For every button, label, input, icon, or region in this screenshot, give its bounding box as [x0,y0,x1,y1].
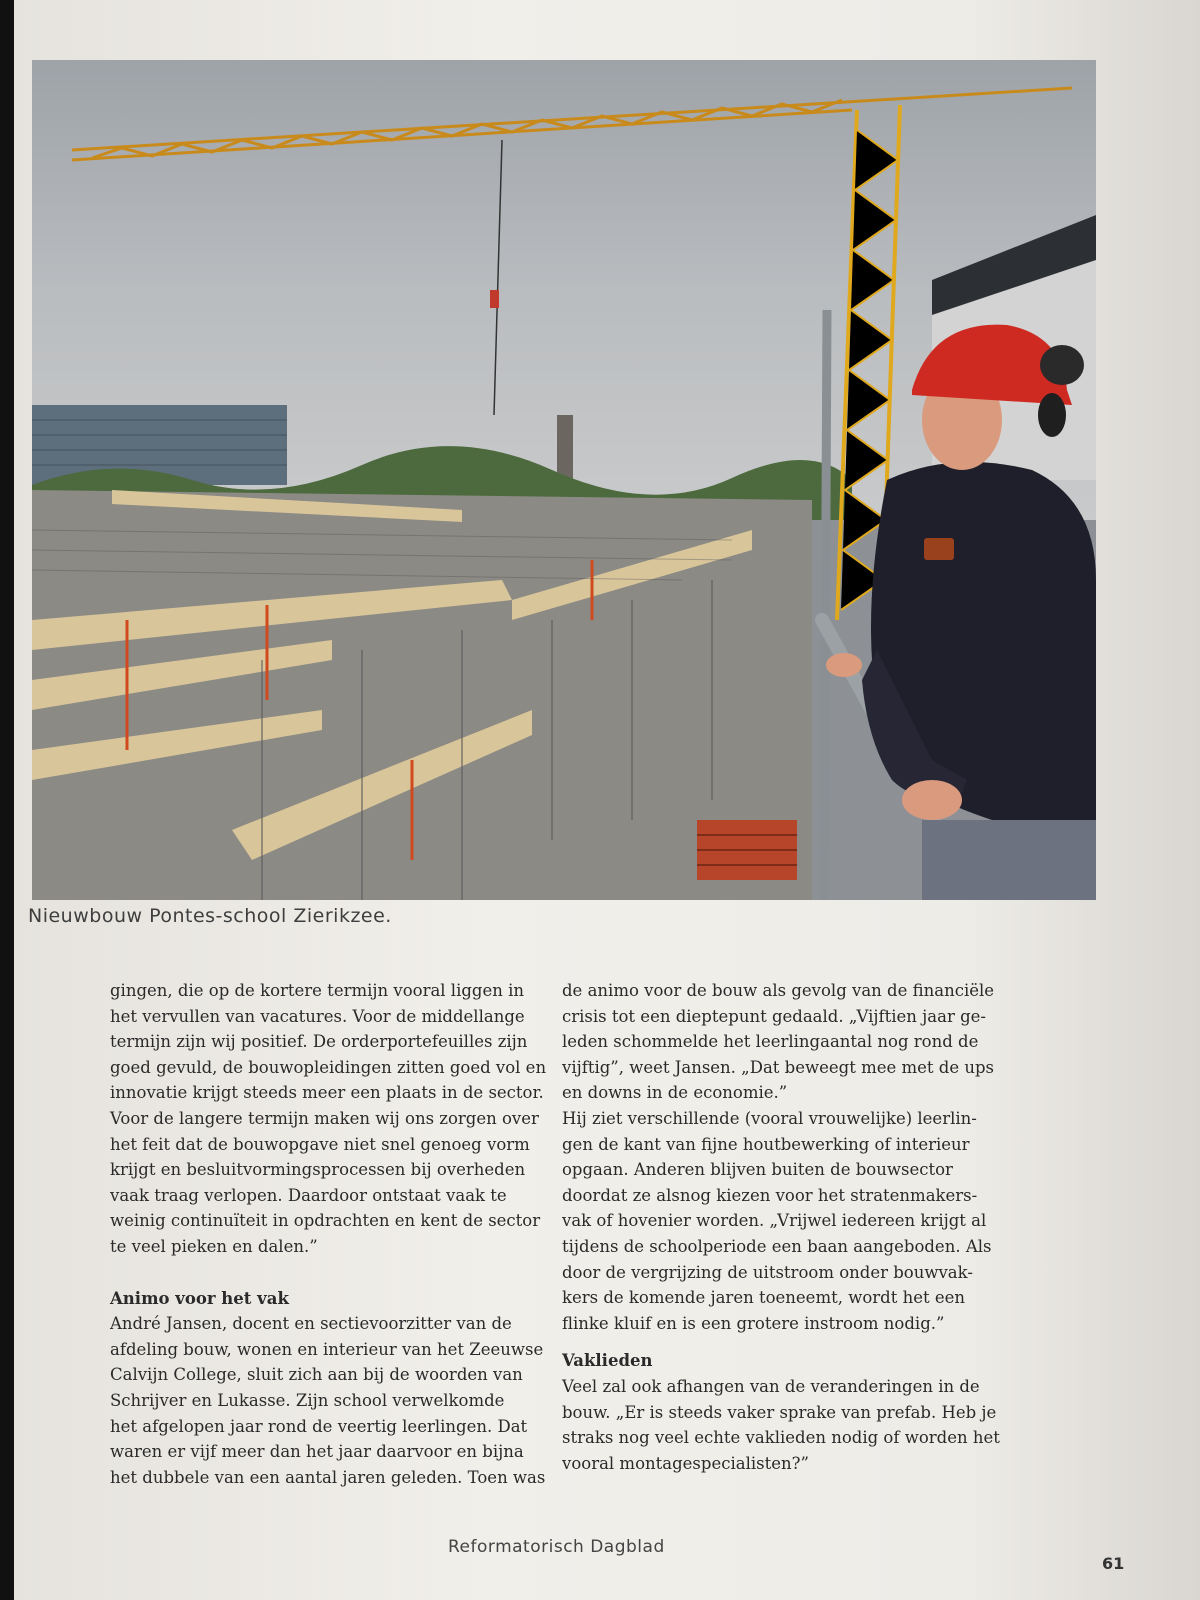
publication-name: Reformatorisch Dagblad [448,1537,665,1557]
paragraph: André Jansen, docent en sectievoorzitter van de afdeling bouw, wonen en interieur van het Zeeuwse Calvijn College, sluit zich aan bij de woorden van Schrijver en Lukasse. Zijn school verwelkomde het afgelopen jaar rond de veertig leerlingen. Dat waren er vijf meer dan het jaar daarvoor en bijna het dubbele van een aantal jaren geleden. Toen was [110,1314,546,1487]
paragraph: Hij ziet verschillende (vooral vrouwelijke) leerlin- gen de kant van fijne houtbewerking of interieur opgaan. Anderen blijven buiten de bouwsector doordat ze alsnog kiezen voor het stratenmakers- vak of hovenier worden. „Vrijwel iedereen krijgt al tijdens de schoolperiode een baan aangeboden. Als door de vergrijzing de uitstroom onder bouwvak- kers de komende jaren toeneemt, wordt het een flinke kluif en is een grotere instroom nodig.” [562,1108,992,1333]
page-number: 61 [1102,1554,1125,1573]
scaffold-pole [824,310,827,900]
paragraph: de animo voor de bouw als gevolg van de financiële crisis tot een dieptepunt gedaald. „Vijftien jaar ge- leden schommelde het leerlingaantal nog rond de vijftig”, weet Jansen. „Dat beweegt mee met de ups en downs in de economie.” [562,981,995,1103]
paragraph: Veel zal ook afhangen van de veranderingen in de bouw. „Er is steeds vaker sprake van prefab. Heb je straks nog veel echte vaklieden nodig of worden het vooral montagespecialisten?” [562,1376,1000,1473]
left-column [110,978,550,1490]
right-column [562,978,1014,1476]
construction-photo [32,60,1096,900]
magazine-page [14,0,1200,1600]
photo-illustration [32,60,1096,900]
section-heading: Animo voor het vak [110,1288,289,1308]
paragraph: gingen, die op de kortere termijn vooral liggen in het vervullen van vacatures. Voor de middellange termijn zijn wij positief. De orderportefeuilles zijn goed gevuld, de bouwopleidingen zitten goed vol en innovatie krijgt steeds meer een plaats in de sector. Voor de langere termijn maken wij ons zorgen over het feit dat de bouwopgave niet snel genoeg vorm krijgt en besluitvormingsprocessen bij overheden vaak traag verlopen. Daardoor ontstaat vaak te weinig continuïteit in opdrachten en kent de sector te veel pieken en dalen.” [110,981,547,1256]
photo-caption: Nieuwbouw Pontes-school Zierikzee. [28,905,392,927]
section-heading: Vaklieden [562,1351,653,1371]
